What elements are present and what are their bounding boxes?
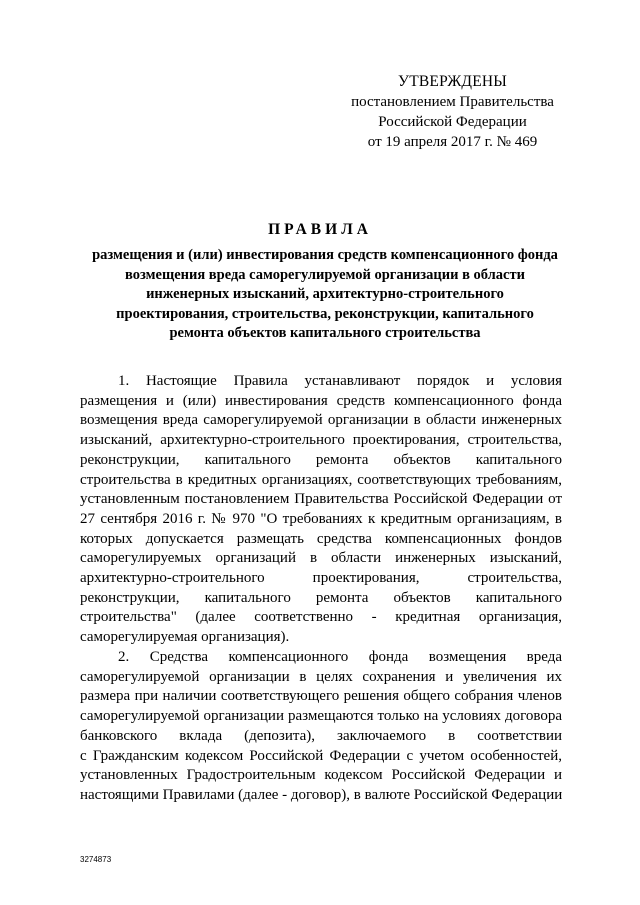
document-title: ПРАВИЛА [268,221,372,238]
paragraph-line: саморегулируемая организация). [80,629,290,646]
approval-line-3: Российской Федерации [378,114,527,130]
document-code: 3274873 [80,855,112,864]
paragraph-line: установленных Градостроительным кодексом Российской Федерации и [80,767,562,784]
paragraph-line: реконструкции, капитального ремонта объектов капитального [80,589,562,606]
paragraph-1 [80,372,562,648]
subtitle-line: возмещения вреда саморегулируемой организации в области [125,266,525,283]
paragraph-line: саморегулируемой организации в целях сохранения и увеличения их [80,668,562,685]
paragraph-line: реконструкции, капитального ремонта объектов капитального [80,451,562,468]
paragraph-line: с Гражданским кодексом Российской Федерации с учетом особенностей, [80,747,562,764]
subtitle-line: инженерных изысканий, архитектурно-строительного [146,286,504,302]
paragraph-line: изысканий, архитектурно-строительного проектирования, строительства, [80,432,562,449]
paragraph-line: возмещения вреда саморегулируемой организации в области инженерных [80,412,562,429]
paragraph-line: размещения и (или) инвестирования средств компенсационного фонда [80,392,562,409]
approval-date-number: от 19 апреля 2017 г. № 469 [367,134,538,150]
subtitle-line: ремонта объектов капитального строительства [169,325,481,341]
paragraph-line: саморегулируемых организаций в области инженерных изысканий, [80,550,562,567]
paragraph-2 [80,648,562,806]
paragraph-line: 27 сентября 2016 г. № 970 "О требованиях к кредитным организациям, в [80,510,562,527]
approval-line-2: постановлением Правительства [351,94,554,110]
paragraph-line: которых допускается размещать средства компенсационных фондов [80,530,562,547]
subtitle-line: проектирования, строительства, реконструкции, капитального [116,305,534,322]
paragraph-line: строительства" (далее соответственно - кредитная организация, [80,609,562,626]
approval-heading: УТВЕРЖДЕНЫ [398,73,507,90]
subtitle-line: размещения и (или) инвестирования средств компенсационного фонда [92,247,558,263]
paragraph-line: установленным постановлением Правительства Российской Федерации от [80,491,562,508]
paragraph-line: банковского вклада (депозита), заключаемого в соответствии [80,727,562,744]
paragraph-line: строительства в кредитных организациях, соответствующих требованиям, [80,471,562,488]
paragraph-line: 1. Настоящие Правила устанавливают порядок и условия [118,373,562,389]
approval-block [330,72,575,152]
document-subtitle [60,246,590,344]
paragraph-line: архитектурно-строительного проектирования, строительства, [80,570,562,587]
paragraph-line: настоящими Правилами (далее - договор), в валюте Российской Федерации [80,786,563,803]
paragraph-line: саморегулируемой организации размещаются только на условиях договора [80,708,562,725]
paragraph-line: 2. Средства компенсационного фонда возмещения вреда [118,649,562,665]
paragraph-line: размера при наличии соответствующего решения общего собрания членов [80,688,562,705]
